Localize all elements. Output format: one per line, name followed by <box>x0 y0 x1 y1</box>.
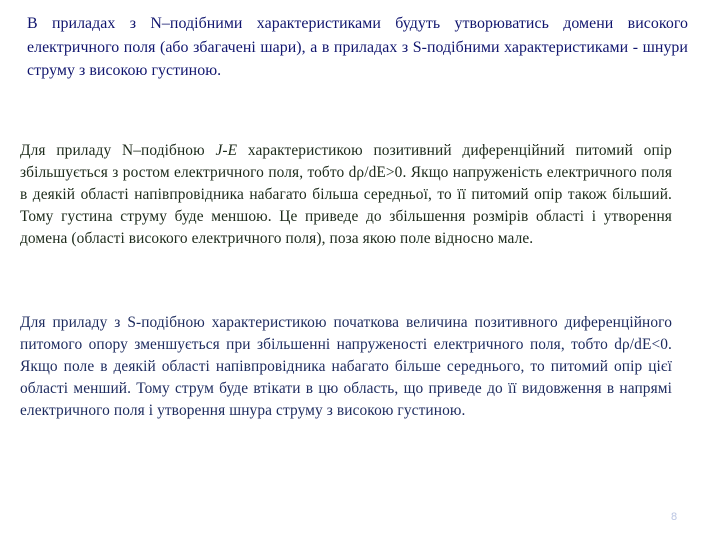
je-characteristic-label: J-E <box>215 142 238 159</box>
page-number: 8 <box>670 511 678 523</box>
intro-paragraph: В приладах з N–подібними характеристиками будуть утворюватись домени високого електричного поля (або збагачені шари), а в приладах з S-подібними характеристиками - шнури струму з високою густиною. <box>27 15 688 79</box>
s-type-device-paragraph: Для приладу з S-подібною характеристикою початкова величина позитивного диференційного питомого опору зменшується при збільшенні напруженості електричного поля, тобто dρ/dE<0. Якщо поле в деякій області напівпровідника набагато більше середнього, то питомий опір цієї області менший. Тому струм буде втікати в цю область, що приведе до її видовження в напрямі електричного поля і утворення шнура струму з високою густиною. <box>20 314 672 419</box>
n-type-text-start: Для приладу N–подібною <box>20 142 216 159</box>
n-type-device-paragraph <box>20 140 672 250</box>
n-type-text-end: характеристикою позитивний диференційний питомий опір збільшується з ростом електричного поля, тобто dρ/dE>0. Якщо напруженість електричного поля в деякій області напівпровідника набагато більша середньої, то її питомий опір також більший. Тому густина струму буде меншою. Це приведе до збільшення розмірів області і утворення домена (області високого електричного поля), поза якою поле відносно мале. <box>20 142 672 247</box>
